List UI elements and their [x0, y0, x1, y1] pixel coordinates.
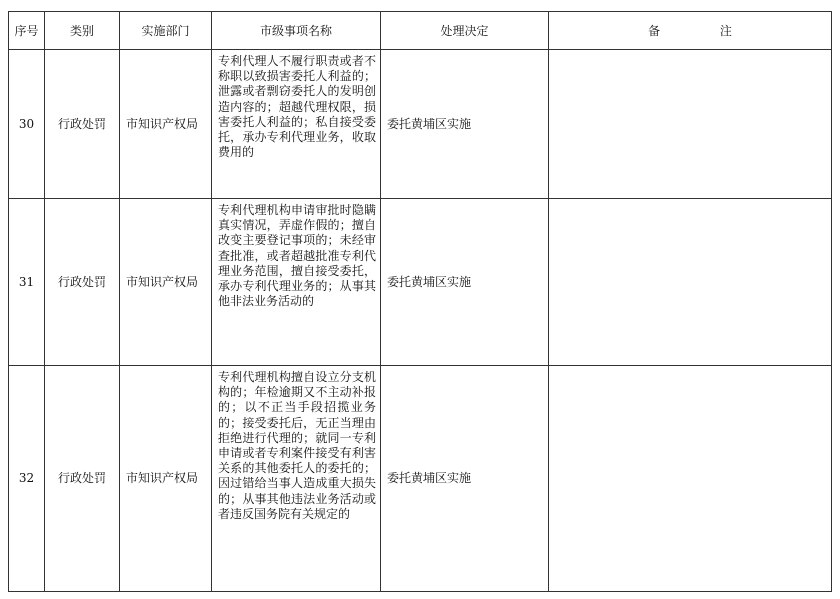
item-name-text: 专利代理机构擅自设立分支机构的；年检逾期又不主动补报的；以不正当手段招揽业务的；接受委托后，无正当理由拒绝进行代理的；就同一专利申请或者专利案件接受有利害关系的其他委托人的委托的；因过错给当事人造成重大损失的；从事其他违法业务活动或者违反国务院有关规定的: [218, 370, 376, 521]
cell-no: 32: [9, 366, 45, 592]
matters-table: [8, 11, 832, 592]
header-remarks-label: 备 注: [648, 24, 760, 38]
cell-category: 行政处罚: [45, 366, 120, 592]
cell-remarks: [549, 366, 832, 592]
header-row: [9, 12, 832, 50]
item-name-text: 专利代理人不履行职责或者不称职以致损害委托人利益的；泄露或者剽窃委托人的发明创造内容的；超越代理权限，损害委托人利益的；私自接受委托，承办专利代理业务，收取费用的: [218, 54, 376, 160]
cell-category: 行政处罚: [45, 50, 120, 199]
cell-department: 市知识产权局: [120, 199, 212, 366]
cell-decision: 委托黄埔区实施: [381, 199, 549, 366]
header-item-name: 市级事项名称: [212, 12, 381, 50]
cell-item-name: [212, 199, 381, 366]
cell-category: 行政处罚: [45, 199, 120, 366]
table-row: [9, 199, 832, 366]
item-name-text: 专利代理机构申请审批时隐瞒真实情况，弄虚作假的；擅自改变主要登记事项的；未经审查批准，或者超越批准专利代理业务范围，擅自接受委托，承办专利代理业务的；从事其他非法业务活动的: [218, 203, 376, 309]
cell-no: 30: [9, 50, 45, 199]
cell-remarks: [549, 199, 832, 366]
header-no: 序号: [9, 12, 45, 50]
cell-department: 市知识产权局: [120, 50, 212, 199]
cell-decision: 委托黄埔区实施: [381, 50, 549, 199]
cell-item-name: [212, 366, 381, 592]
header-decision: 处理决定: [381, 12, 549, 50]
table-row: [9, 50, 832, 199]
cell-item-name: [212, 50, 381, 199]
header-category: 类别: [45, 12, 120, 50]
cell-remarks: [549, 50, 832, 199]
cell-department: 市知识产权局: [120, 366, 212, 592]
cell-no: 31: [9, 199, 45, 366]
table-row: [9, 366, 832, 592]
header-remarks: [549, 12, 832, 50]
header-department: 实施部门: [120, 12, 212, 50]
cell-decision: 委托黄埔区实施: [381, 366, 549, 592]
